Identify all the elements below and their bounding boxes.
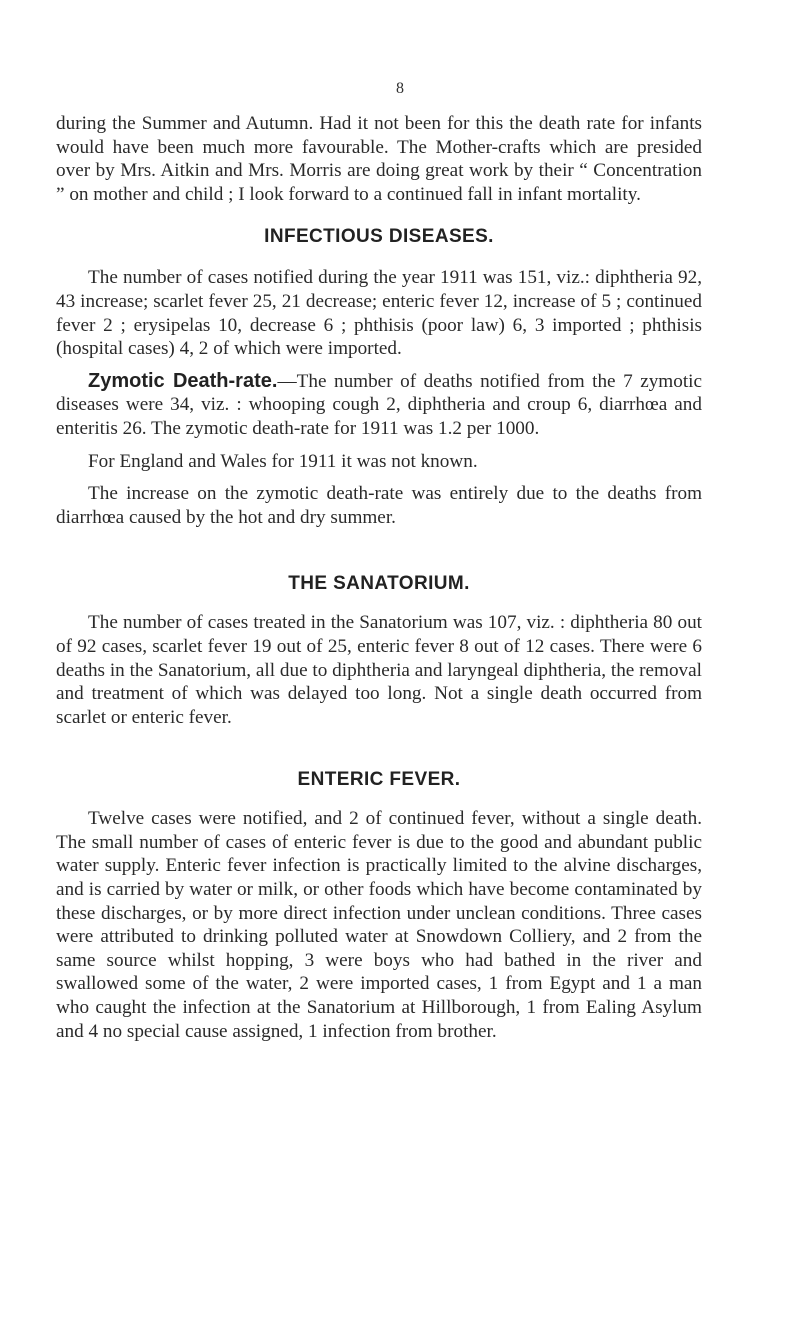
- heading-infectious-diseases: INFECTIOUS DISEASES.: [264, 226, 494, 248]
- zymotic-increase-paragraph: The increase on the zymotic death-rate was entirely due to the deaths from diarrhœa caused by the hot and dry summer.: [56, 483, 702, 528]
- intro-paragraph: during the Summer and Autumn. Had it not been for this the death rate for infants would have been much more favourable. The Mother-crafts which are presided over by Mrs. Aitkin and Mrs. Morris are doing great work by their “ Concentration ” on mother and child ; I look forward to a continued fall in infant mortality.: [56, 113, 702, 205]
- zymotic-death-rate-text: —The number of deaths notified from the 7 zymotic diseases were 34, viz. : whooping cough 2, diphtheria and croup 6, diarrhœa and enteritis 26. The zymotic death-rate for 1911 was 1.2 per 1000.: [56, 370, 702, 439]
- page-number: 8: [396, 80, 404, 97]
- enteric-fever-paragraph: Twelve cases were notified, and 2 of continued fever, without a single death. The small number of cases of enteric fever is due to the good and abundant public water supply. Enteric fever infection is practically limited to the alvine discharges, and is carried by water or milk, or other foods which have become contaminated by these discharges, or by more direct infection under unclean conditions. Three cases were attributed to drinking polluted water at Snowdown Colliery, and 2 from the same source whilst hopping, 3 were boys who had bathed in the river and swallowed some of the water, 2 were imported cases, 1 from Egypt and 1 a man who caught the infection at the Sanatorium at Hillborough, 1 from Ealing Asylum and 4 no special cause assigned, 1 infection from brother.: [56, 808, 702, 1042]
- sanatorium-paragraph: The number of cases treated in the Sanatorium was 107, viz. : diphtheria 80 out of 92 cases, scarlet fever 19 out of 25, enteric fever 8 out of 12 cases. There were 6 deaths in the Sanatorium, all due to diphtheria and laryngeal diphtheria, the removal and treatment of which was delayed too long. Not a single death occurred from scarlet or enteric fever.: [56, 612, 702, 728]
- england-wales-paragraph: For England and Wales for 1911 it was not known.: [88, 450, 478, 472]
- heading-sanatorium: THE SANATORIUM.: [288, 573, 470, 595]
- infectious-diseases-paragraph: The number of cases notified during the year 1911 was 151, viz.: diphtheria 92, 43 increase; scarlet fever 25, 21 decrease; enteric fever 12, increase of 5 ; continued fever 2 ; erysipelas 10, decrease 6 ; phthisis (poor law) 6, 3 imported ; phthisis (hospital cases) 4, 2 of which were imported.: [56, 267, 702, 360]
- heading-enteric-fever: ENTERIC FEVER.: [297, 769, 461, 791]
- zymotic-death-rate-paragraph: [56, 370, 702, 441]
- text-column: [56, 112, 702, 1043]
- zymotic-death-rate-title: Zymotic Death-rate.: [88, 369, 278, 392]
